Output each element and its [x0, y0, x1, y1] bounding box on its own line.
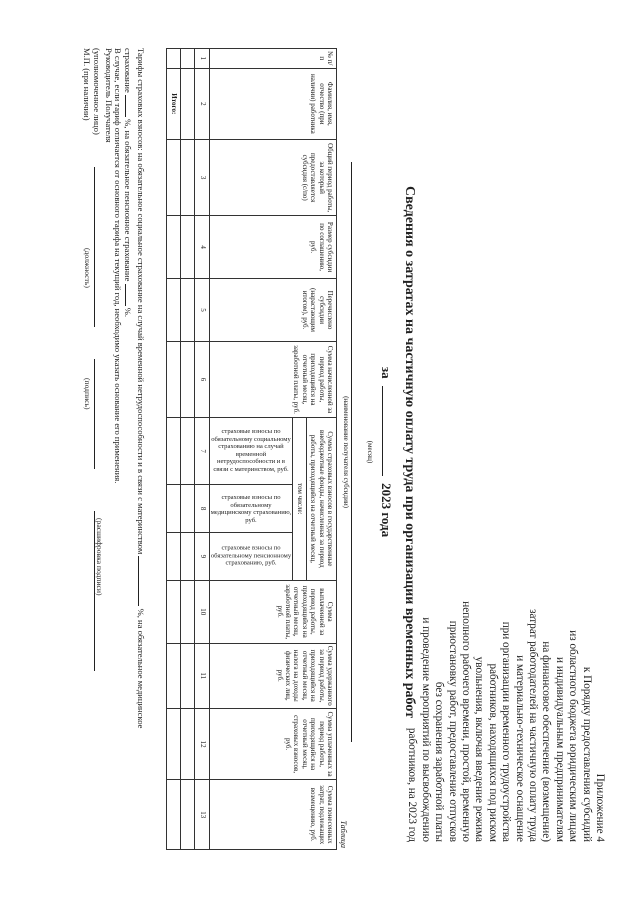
appendix-header	[405, 532, 606, 842]
column-number: 2	[195, 68, 210, 140]
table-cell[interactable]	[181, 68, 195, 140]
table-cell	[167, 49, 181, 69]
authorized-label: (уполномоченное лицо)	[92, 48, 103, 135]
period-prefix: за	[379, 366, 394, 379]
tariff-line	[135, 48, 148, 848]
column-number: 3	[195, 140, 210, 216]
tariff-text: %.	[123, 307, 134, 318]
appendix-line: работников, находящихся под риском	[486, 663, 499, 842]
table-cell[interactable]	[167, 216, 181, 279]
appendix-line: неполного рабочего времени, простой, временную	[459, 601, 472, 842]
position-field[interactable]	[94, 167, 103, 327]
tariff-line	[123, 48, 136, 848]
header-cell: Сумма страховых взносов в государственные внебюджетные фонды, начисленная за период работы, приходящийся на отчетный месяц,	[306, 417, 336, 580]
column-number: 5	[195, 279, 210, 342]
month-hint: (месяц)	[366, 440, 374, 464]
table-cell[interactable]	[181, 708, 195, 780]
header-cell-text: страховые взносы по обязательному медицинскому страхованию, руб.	[211, 493, 292, 524]
table-cell[interactable]	[181, 643, 195, 708]
column-number: 1	[195, 49, 210, 69]
tariff-notes	[112, 48, 148, 848]
table-cell[interactable]	[167, 485, 181, 533]
table-cell[interactable]	[167, 342, 181, 418]
header-cell: Сумма начисленной за период работы, приходящийся на отчетный месяц, заработной платы, руб.	[210, 342, 337, 418]
column-number: 12	[195, 708, 210, 780]
table-cell[interactable]	[181, 485, 195, 533]
appendix-line: без сохранения заработной платы	[433, 681, 446, 842]
header-row	[306, 49, 336, 850]
header-cell-text: страховые взносы по обязательному социальному страхованию на случай временной нетрудоспособности и в связи с материнством, руб.	[211, 428, 292, 474]
header-cell-text: страховые взносы по обязательному пенсионному страхованию, руб.	[211, 544, 292, 568]
header-cell: Размер субсидии по соглашению, руб.	[210, 216, 337, 279]
name-hint: (расшифровка подписи)	[94, 518, 104, 596]
table-label: Таблица	[339, 820, 348, 848]
recipient-field[interactable]	[351, 162, 352, 742]
table-cell[interactable]	[167, 279, 181, 342]
table-cell[interactable]	[167, 417, 181, 484]
table-cell[interactable]	[181, 279, 195, 342]
medical-rate-field[interactable]	[125, 95, 135, 117]
social-rate-field[interactable]	[138, 556, 148, 606]
column-number: 13	[195, 780, 210, 850]
appendix-line: на финансовое обеспечение (возмещение)	[540, 641, 553, 842]
total-row	[167, 49, 181, 850]
header-cell-vertical	[210, 533, 293, 581]
table-cell[interactable]	[181, 216, 195, 279]
signature-field[interactable]	[94, 359, 103, 469]
table-cell[interactable]	[167, 533, 181, 581]
header-cell: Фамилия, имя, отчество (при наличии) работника	[210, 68, 337, 140]
appendix-line: при организации временного трудоустройства	[500, 621, 513, 842]
table-cell[interactable]	[167, 580, 181, 643]
tariff-text: Тарифы страховых взносов: на обязательное социальное страхование на случай временной нетрудоспособности и в связи с материнством	[136, 48, 146, 555]
header-cell: том числе:	[293, 417, 306, 580]
column-number: 9	[195, 533, 210, 581]
table-cell[interactable]	[167, 643, 181, 708]
month-field[interactable]	[382, 386, 383, 476]
table-cell[interactable]	[181, 580, 195, 643]
header-cell: Сумма выплаченной за период работы, приходящийся на отчетный месяц, заработной платы, руб.	[210, 580, 337, 643]
appendix-line: из областного бюджета юридическим лицам	[567, 630, 580, 842]
header-cell-vertical	[210, 417, 293, 484]
recipient-hint: (наименование получателя субсидии)	[342, 396, 350, 508]
appendix-line: и проведение мероприятий по высвобождению	[419, 617, 432, 842]
document-page	[20, 32, 620, 872]
table-cell[interactable]	[181, 140, 195, 216]
header-cell-vertical	[210, 485, 293, 533]
column-number: 4	[195, 216, 210, 279]
appendix-line: затрат работодателей на частичную оплату труда	[526, 609, 539, 842]
column-number: 11	[195, 643, 210, 708]
header-cell: Сумма уплаченных за период работы, приходящийся на отчетный месяц, страховых взносов, руб.	[210, 708, 337, 780]
table-cell[interactable]	[181, 342, 195, 418]
appendix-line: работников, на 2023 год	[406, 727, 419, 842]
header-cell: Общий период работы, за который предоставляется субсидия (с/по)	[210, 140, 337, 216]
table-cell[interactable]	[167, 780, 181, 850]
stamp-label: М.П. (при наличии)	[81, 48, 92, 121]
header-cell: Сумма понесенных затрат, подлежащих возмещению, руб.	[210, 780, 337, 850]
appendix-line: и индивидуальным предпринимателям	[553, 657, 566, 842]
document-title: Сведения о затратах на частичную оплату труда при организации временных работ	[402, 185, 417, 719]
table-cell[interactable]	[181, 533, 195, 581]
header-cell: № п/п	[210, 49, 337, 69]
appendix-line: увольнения, включая введение режима	[473, 656, 486, 842]
header-cell: Перечислено субсидии (нарастающим итогом), руб.	[210, 279, 337, 342]
table-cell[interactable]	[181, 417, 195, 484]
tariff-text: %, на обязательное пенсионное страхование	[123, 119, 134, 282]
table-cell[interactable]	[167, 140, 181, 216]
signature-block	[80, 48, 114, 848]
appendix-line: к Порядку предоставления субсидий	[580, 666, 593, 842]
table-cell[interactable]	[181, 780, 195, 850]
signature-line-row	[92, 48, 104, 848]
position-hint: (должность)	[82, 248, 92, 288]
tariff-text: %, на обязательное медицинское	[136, 608, 146, 729]
appendix-line: Приложение 4	[594, 773, 606, 842]
column-number: 6	[195, 342, 210, 418]
pension-rate-field[interactable]	[125, 284, 135, 306]
tariff-line: В случае, если тариф отличается от основного тарифа на текущий год, необходимо указать основание его применения.	[112, 48, 123, 484]
header-cell: Сумма удержанного за период работы, приходящийся на отчетный месяц, налога на доходы физических лиц, руб.	[210, 643, 337, 708]
column-number-row	[195, 49, 210, 850]
period-suffix: 2023 года	[379, 483, 394, 538]
table-row	[181, 49, 195, 850]
appendix-line: и материально-техническое оснащение	[513, 655, 526, 842]
costs-table	[166, 48, 337, 850]
table-cell[interactable]	[167, 708, 181, 780]
sign-hint: (подпись)	[82, 378, 92, 410]
tariff-text: страхование	[123, 48, 134, 93]
table-cell[interactable]	[181, 49, 195, 69]
total-label: Итого:	[167, 68, 181, 140]
column-number: 7	[195, 417, 210, 484]
appendix-line: приостановку работ, предоставление отпусков	[446, 620, 459, 842]
column-number: 8	[195, 485, 210, 533]
column-number: 10	[195, 580, 210, 643]
signature-title: Руководитель Получателя	[104, 48, 114, 143]
report-period	[378, 152, 394, 752]
